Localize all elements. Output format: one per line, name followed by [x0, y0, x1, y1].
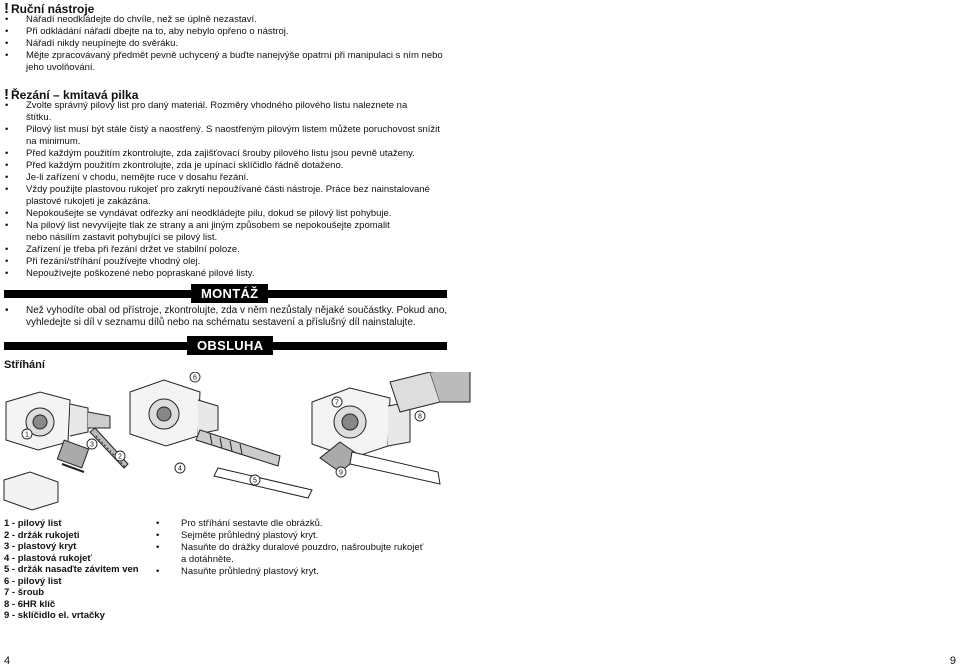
callout-3: 3 [90, 441, 94, 449]
list-item: • Při odkládání nářadí dbejte na to, aby nebylo opřeno o nástroj. [4, 26, 444, 38]
list-item: • Nářadí nikdy neupínejte do svěráku. [4, 38, 444, 50]
list-item: • Je-li zařízení v chodu, nemějte ruce v dosahu řezání. [4, 172, 450, 184]
callout-9: 9 [339, 469, 343, 477]
list-item: • Vždy použijte plastovou rukojeť pro zakrytí nepoužívané části nástroje. Práce bez nainstalované plastové rukojeti je zakázána. [4, 184, 446, 208]
plastic-handle-3 [350, 452, 440, 484]
saw-title-text: Řezání – kmitavá pilka [11, 88, 139, 102]
handle-holder-1 [57, 440, 88, 472]
list-item: • Sejměte průhledný plastový kryt. [155, 530, 445, 542]
callout-4: 4 [178, 465, 182, 473]
callout-6: 6 [193, 374, 197, 382]
callout-2: 2 [118, 453, 122, 461]
list-item: 6 - pilový list [4, 575, 62, 587]
list-item: • Pro stříhání sestavte dle obrázků. [155, 518, 445, 530]
list-item: • Při řezání/stříhání používejte vhodný olej. [4, 256, 450, 268]
list-item: 3 - plastový kryt [4, 541, 77, 552]
list-item: • Pilový list musí být stále čistý a naostřený. S naostřeným pilovým listem můžete poruchovost snížit na minimum. [4, 124, 450, 148]
list-item: • Nasuňte průhledný plastový kryt. [155, 566, 445, 578]
drill-chuck-3 [390, 372, 470, 412]
warning-exclamation-icon: ! [4, 86, 9, 103]
assembly-diagram [0, 372, 960, 512]
list-item: • Před každým použitím zkontrolujte, zda zajišťovací šrouby pilového listu jsou pevně utaženy. [4, 148, 450, 160]
list-item: 4 - plastová rukojeť [4, 552, 92, 564]
list-item: • Na pilový list nevyvíjejte tlak ze strany a ani jiným způsobem se nepokoušejte zpomalit nebo násilím zastavit pohybující se pilový list. [4, 220, 406, 244]
list-item: 5 - držák nasaďte závitem ven [4, 564, 139, 575]
callout-5: 5 [253, 477, 257, 485]
plastic-cover-1 [4, 472, 58, 510]
cutting-subtitle: Stříhání [4, 359, 45, 371]
page-number-right: 9 [949, 655, 956, 667]
hand-tools-title-text: Ruční nástroje [11, 2, 95, 16]
warning-exclamation-icon: ! [4, 0, 9, 17]
list-item: • Než vyhodíte obal od přístroje, zkontrolujte, zda v něm nezůstaly nějaké součástky. Pokud ano, vyhledejte si díl v seznamu dílů nebo na schématu sestavení a příslušný díl nainstalujte. [4, 305, 448, 329]
plastic-handle-2 [214, 468, 312, 498]
montaz-list [4, 305, 448, 329]
list-item: • Zvolte správný pilový list pro daný materiál. Rozměry vhodného pilového listu naleznete na štítku. [4, 100, 416, 124]
montaz-heading: MONTÁŽ [191, 284, 268, 303]
callout-7: 7 [335, 399, 339, 407]
list-item: • Nasuňte do drážky duralové pouzdro, našroubujte rukojeť a dotáhněte. [155, 542, 431, 566]
callout-8: 8 [418, 413, 422, 421]
callout-1: 1 [25, 431, 29, 439]
page-number-left: 4 [4, 655, 11, 667]
saw-list [4, 100, 450, 280]
obsluha-heading: OBSLUHA [187, 336, 273, 355]
parts-list [4, 518, 139, 622]
list-item: • Mějte zpracovávaný předmět pevně uchycený a buďte nanejvýše opatrní při manipulaci s ním nebo jeho uvolňování. [4, 50, 446, 74]
list-item: • Zařízení je třeba při řezání držet ve stabilní poloze. [4, 244, 450, 256]
list-item: • Nářadí neodkládejte do chvíle, než se úplně nezastaví. [4, 14, 444, 26]
list-item: 8 - 6HR klíč [4, 598, 56, 610]
list-item: 7 - šroub [4, 587, 45, 598]
list-item: • Před každým použitím zkontrolujte, zda je upínací sklíčidlo řádně dotaženo. [4, 160, 450, 172]
list-item: • Nepokoušejte se vyndávat odřezky ani neodkládejte pilu, dokud se pilový list pohybuje. [4, 208, 450, 220]
shaft-2 [196, 430, 280, 466]
list-item: 2 - držák rukojeti [4, 529, 80, 541]
list-item: 1 - pilový list [4, 518, 62, 529]
list-item: • Nepoužívejte poškozené nebo popraskané pilové listy. [4, 268, 450, 280]
steps-list [155, 518, 445, 578]
list-item: 9 - sklíčidlo el. vrtačky [4, 610, 105, 621]
hand-tools-list [4, 14, 444, 74]
